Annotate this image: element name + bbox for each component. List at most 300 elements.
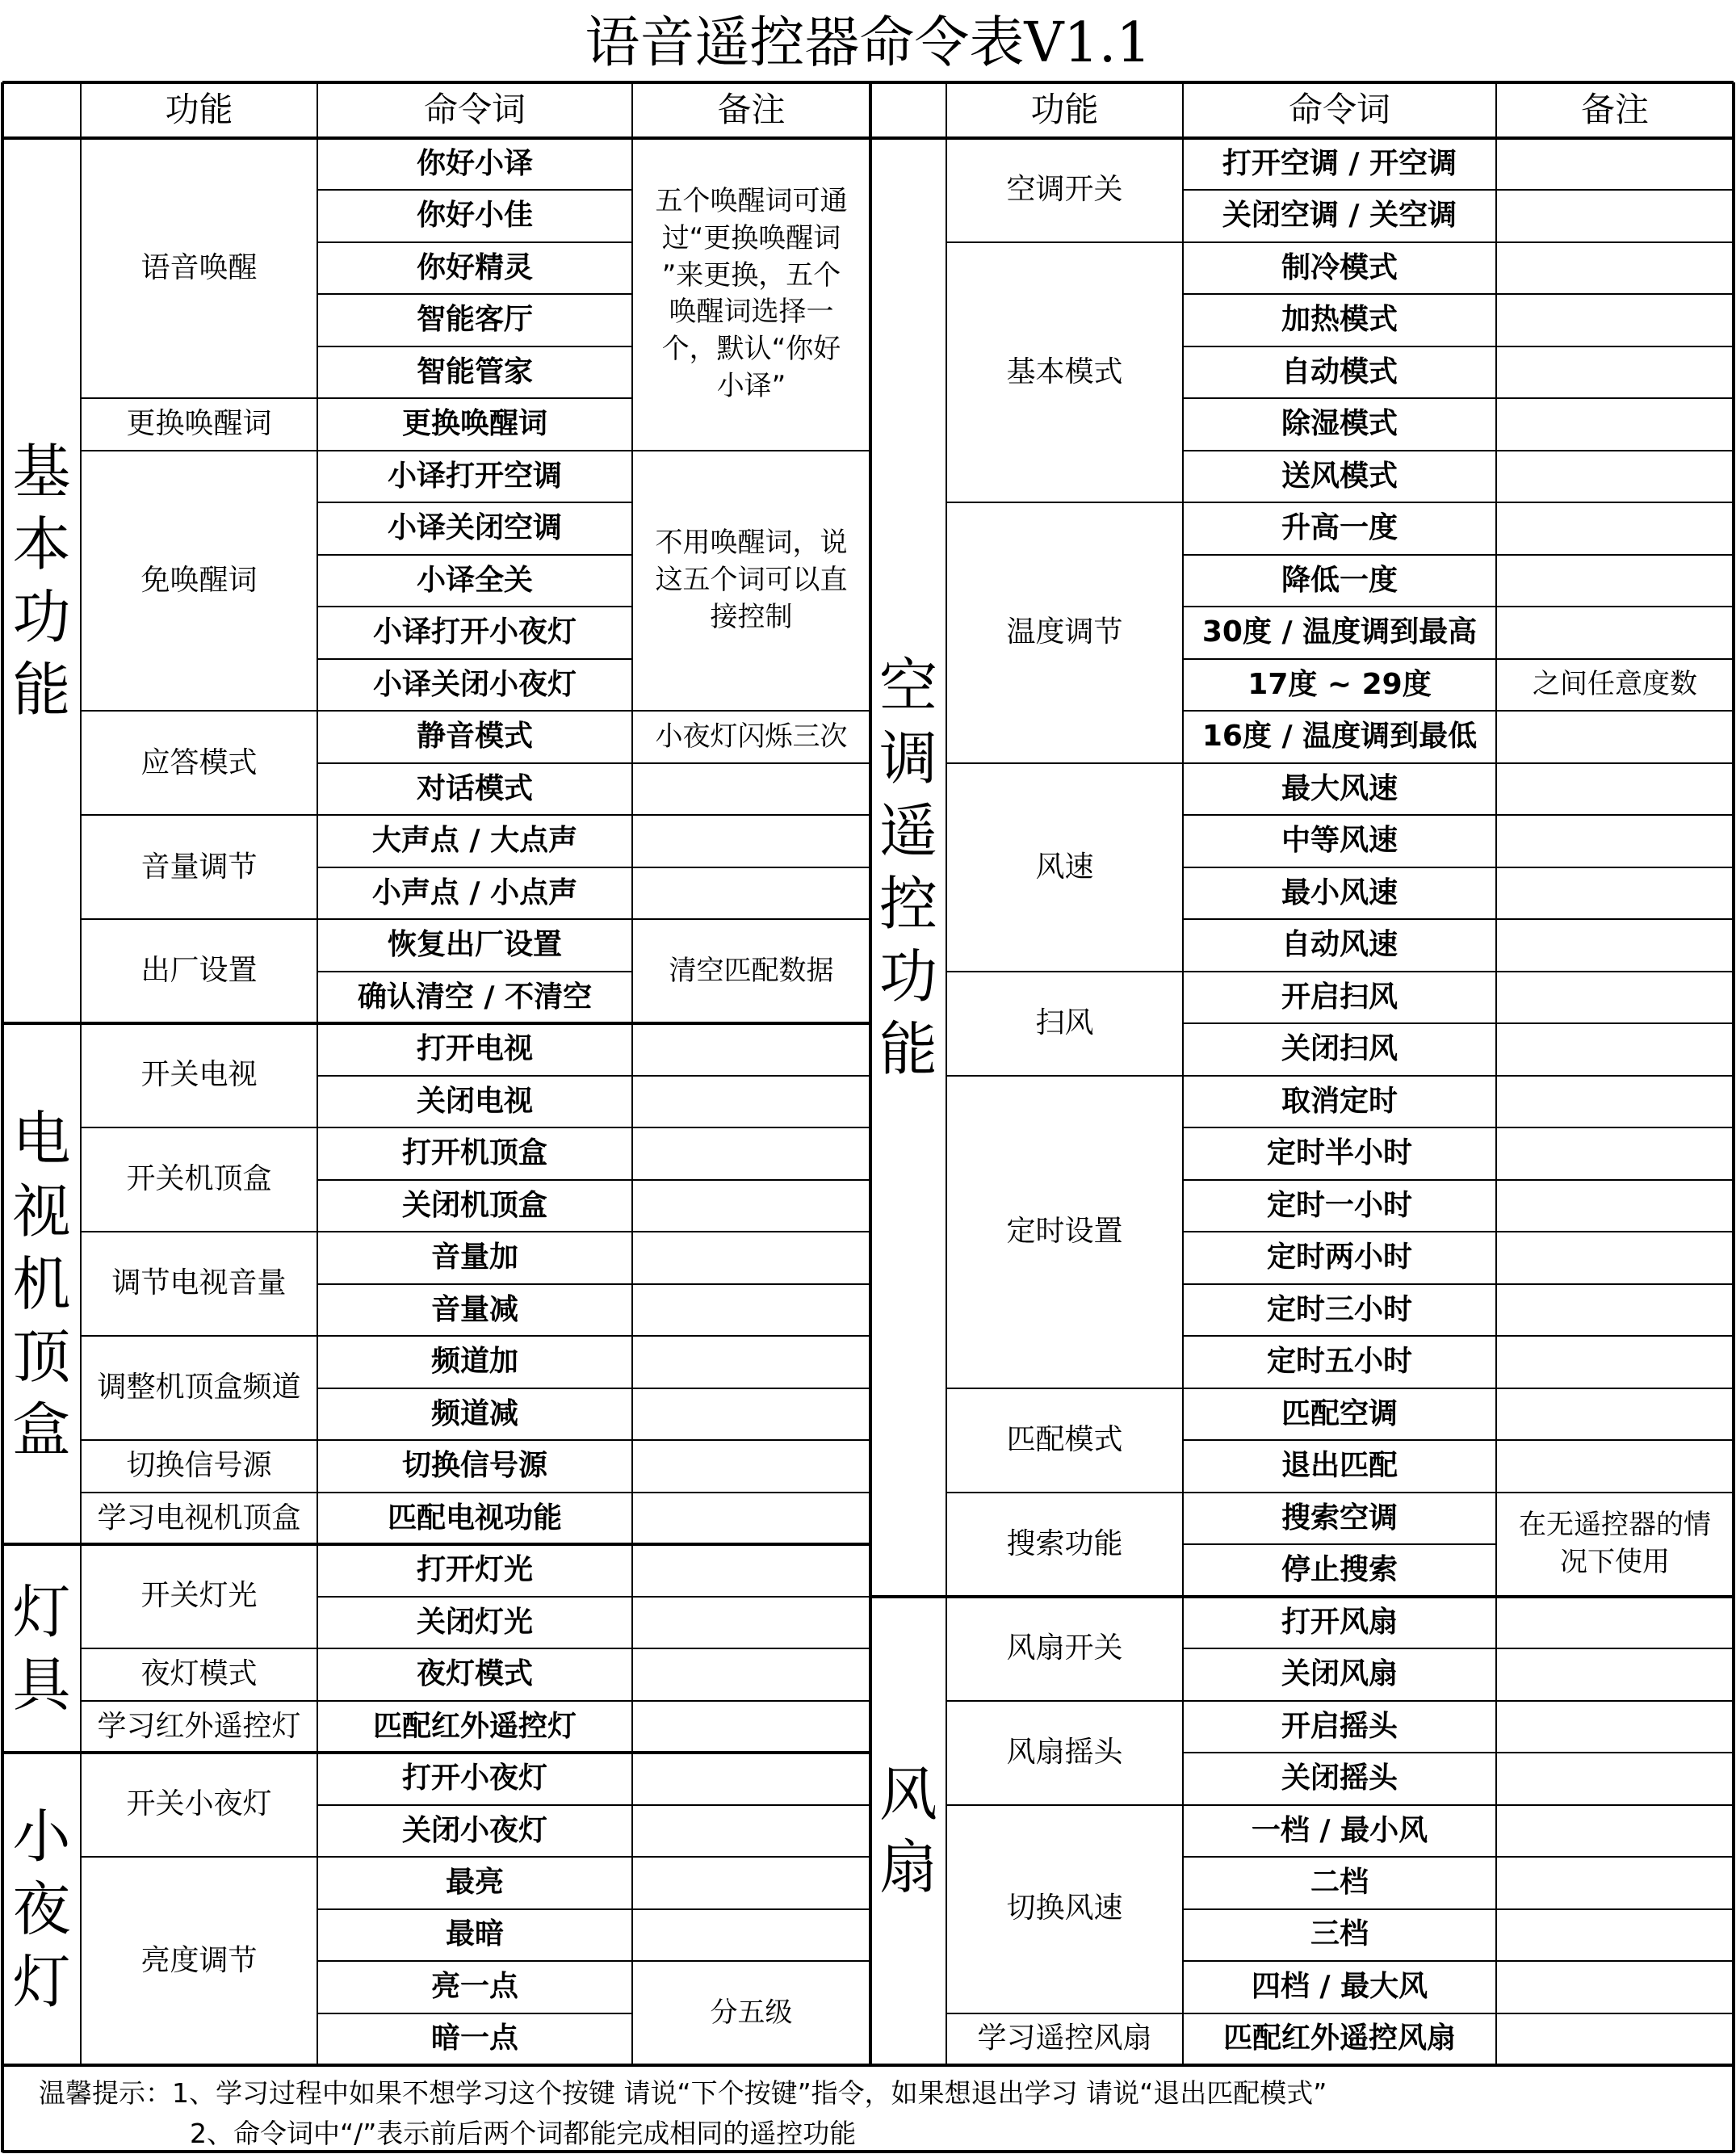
left-function-cell: 开关灯光	[140, 1579, 258, 1613]
grid-line	[632, 1492, 870, 1493]
grid-line	[1, 82, 4, 2065]
footer-tips	[0, 2066, 1736, 2152]
grid-line	[1183, 241, 1496, 243]
left-command-cell: 你好小译	[416, 146, 533, 180]
grid-line	[317, 82, 318, 2065]
left-command-cell: 匹配电视功能	[387, 1501, 562, 1535]
right-note-cell	[1496, 1961, 1734, 2013]
left-function-cell: 切换信号源	[126, 1449, 272, 1483]
grid-line	[1496, 1960, 1734, 1962]
grid-line	[632, 1856, 870, 1858]
grid-line	[81, 814, 317, 816]
grid-line	[1183, 1596, 1496, 1598]
grid-line	[632, 1908, 870, 1910]
left-command-cell: 静音模式	[416, 720, 533, 754]
right-note-cell	[1496, 2013, 1734, 2065]
grid-line	[1183, 1335, 1496, 1337]
grid-line	[946, 241, 1183, 243]
grid-line	[1496, 658, 1734, 660]
grid-line	[317, 1127, 632, 1128]
grid-line	[81, 1752, 317, 1753]
grid-line	[81, 1022, 317, 1024]
right-command-cell: 17度 ~ 29度	[1247, 667, 1432, 701]
left-note-cell	[632, 1127, 870, 1179]
right-command-cell: 开启摇头	[1281, 1709, 1398, 1743]
left-note-cell: 分五级	[710, 1996, 793, 2029]
right-command-cell: 16度 / 温度调到最低	[1201, 720, 1478, 754]
grid-line	[946, 971, 1183, 972]
left-function-cell: 亮度调节	[140, 1943, 258, 1977]
right-command-cell: 二档	[1310, 1865, 1369, 1899]
right-note-cell	[1496, 1232, 1734, 1283]
right-note-cell	[1496, 607, 1734, 658]
grid-line	[1496, 450, 1734, 451]
right-command-cell: 关闭风扇	[1281, 1657, 1398, 1691]
right-function-cell: 风扇开关	[1006, 1631, 1123, 1665]
grid-line	[632, 1179, 870, 1181]
grid-line	[1496, 346, 1734, 347]
grid-line	[1183, 606, 1496, 607]
grid-line	[1183, 1960, 1496, 1962]
left-note-cell	[632, 1648, 870, 1700]
left-header-note: 备注	[717, 90, 786, 130]
grid-line	[1496, 814, 1734, 816]
category-label: 风 扇	[878, 1760, 937, 1901]
left-note-cell	[632, 1544, 870, 1596]
grid-line	[632, 867, 870, 868]
grid-line	[317, 293, 632, 295]
right-function-cell: 扫风	[1035, 1006, 1094, 1039]
grid-line	[317, 1960, 632, 1962]
right-command-cell: 三档	[1310, 1917, 1369, 1951]
right-note-cell	[1496, 138, 1734, 190]
grid-line	[2, 81, 1734, 84]
left-function-cell: 调整机顶盒频道	[97, 1371, 301, 1405]
right-note-cell	[1496, 555, 1734, 607]
right-command-cell: 升高一度	[1281, 511, 1398, 545]
right-category	[870, 1597, 946, 2065]
right-function-cell: 切换风速	[1006, 1892, 1123, 1925]
right-command-cell: 定时三小时	[1266, 1292, 1412, 1326]
right-note-cell	[1496, 711, 1734, 762]
grid-line	[1496, 1596, 1734, 1598]
footer-tip-1: 温馨提示：1、学习过程中如果不想学习这个按键 请说“下个按键”指令，如果想退出学习 请说“退出匹配模式”	[39, 2077, 1327, 2109]
grid-line	[946, 1596, 1183, 1598]
grid-line	[632, 1752, 870, 1753]
right-note-cell	[1496, 1388, 1734, 1440]
grid-line	[1183, 1492, 1496, 1493]
grid-line	[317, 189, 632, 191]
grid-line	[632, 918, 870, 920]
grid-line	[81, 397, 317, 399]
grid-line	[946, 502, 1183, 503]
right-command-cell: 关闭扫风	[1281, 1032, 1398, 1066]
left-note-cell: 清空匹配数据	[669, 954, 834, 987]
grid-line	[317, 1856, 632, 1858]
left-command-cell: 夜灯模式	[416, 1657, 533, 1691]
right-command-cell: 自动模式	[1281, 355, 1398, 388]
grid-line	[1496, 1804, 1734, 1806]
grid-line	[317, 1752, 632, 1753]
right-category	[870, 138, 946, 1597]
right-function-cell: 匹配模式	[1006, 1422, 1123, 1456]
right-command-cell: 30度 / 温度调到最高	[1201, 615, 1478, 649]
left-command-cell: 关闭机顶盒	[401, 1188, 547, 1222]
grid-line	[1183, 1022, 1496, 1024]
right-note-cell	[1496, 294, 1734, 346]
left-note-cell	[632, 1493, 870, 1544]
grid-line	[317, 1075, 632, 1077]
grid-line	[1496, 397, 1734, 399]
category-label: 电 视 机 顶 盒	[12, 1104, 71, 1463]
right-note-cell	[1496, 346, 1734, 398]
right-note-cell	[1496, 1857, 1734, 1908]
right-header-command: 命令词	[1288, 90, 1390, 130]
grid-line	[1496, 554, 1734, 556]
grid-line	[1496, 867, 1734, 868]
left-note-cell	[632, 1284, 870, 1336]
grid-line	[632, 1439, 870, 1441]
left-function-cell: 开关电视	[140, 1058, 258, 1092]
grid-line	[1496, 1022, 1734, 1024]
right-command-cell: 匹配红外遥控风扇	[1222, 2022, 1456, 2055]
grid-line	[1183, 1127, 1496, 1128]
right-command-cell: 最小风速	[1281, 875, 1398, 909]
left-command-cell: 对话模式	[416, 771, 533, 805]
left-note-cell	[632, 1805, 870, 1857]
right-note-cell: 之间任意度数	[1533, 668, 1697, 701]
grid-line	[317, 606, 632, 607]
left-function-cell: 开关机顶盒	[126, 1162, 272, 1196]
left-function-cell: 音量调节	[140, 850, 258, 884]
left-category	[2, 1023, 81, 1544]
left-note-cell	[632, 1232, 870, 1283]
left-command-cell: 打开小夜灯	[401, 1761, 547, 1795]
left-command-cell: 音量加	[430, 1241, 518, 1274]
grid-line	[317, 2013, 632, 2014]
grid-line	[1495, 82, 1497, 2065]
grid-line	[1496, 1335, 1734, 1337]
left-command-cell: 关闭小夜灯	[401, 1813, 547, 1847]
grid-line	[1496, 710, 1734, 712]
grid-line	[80, 82, 82, 2065]
left-function-cell: 更换唤醒词	[126, 407, 272, 441]
grid-line	[1183, 189, 1496, 191]
left-category	[2, 1753, 81, 2065]
grid-line	[81, 1700, 317, 1702]
left-note-cell: 不用唤醒词，说 这五个词可以直 接控制	[655, 527, 848, 634]
left-function-cell: 应答模式	[140, 745, 258, 779]
grid-line	[2, 136, 1734, 140]
grid-line	[632, 1127, 870, 1128]
left-function-cell: 语音唤醒	[140, 250, 258, 284]
grid-line	[317, 1908, 632, 1910]
grid-line	[946, 1075, 1183, 1077]
right-note-cell	[1496, 1805, 1734, 1857]
left-command-cell: 小声点 / 小点声	[371, 875, 578, 909]
category-label: 灯 具	[12, 1578, 71, 1719]
grid-line	[1183, 1231, 1496, 1232]
grid-line	[317, 1700, 632, 1702]
grid-line	[1496, 1439, 1734, 1441]
left-note-cell: 小夜灯闪烁三次	[655, 720, 848, 753]
right-function-cell: 温度调节	[1006, 615, 1123, 649]
right-note-cell	[1496, 502, 1734, 554]
grid-line	[1183, 397, 1496, 399]
left-note-cell	[632, 1753, 870, 1804]
grid-line	[317, 710, 632, 712]
grid-line	[1183, 710, 1496, 712]
left-command-cell: 小译关闭小夜灯	[372, 667, 577, 701]
grid-line	[1183, 1804, 1496, 1806]
right-command-cell: 关闭空调 / 关空调	[1222, 199, 1457, 233]
grid-line	[317, 1596, 632, 1598]
right-command-cell: 开启扫风	[1281, 980, 1398, 1014]
right-command-cell: 制冷模式	[1281, 250, 1398, 284]
grid-line	[1182, 82, 1184, 2065]
grid-line	[632, 1075, 870, 1077]
grid-line	[81, 1492, 317, 1493]
grid-line	[317, 1543, 632, 1545]
grid-line	[632, 1231, 870, 1232]
grid-line	[1183, 1388, 1496, 1389]
left-note-cell	[632, 1180, 870, 1232]
grid-line	[1183, 918, 1496, 920]
right-header-function: 功能	[1030, 90, 1099, 130]
grid-line	[317, 814, 632, 816]
grid-line	[1496, 1283, 1734, 1285]
right-command-cell: 加热模式	[1281, 303, 1398, 337]
right-note-cell	[1496, 972, 1734, 1023]
grid-line	[869, 82, 872, 2065]
grid-line	[1183, 554, 1496, 556]
grid-line	[1496, 1127, 1734, 1128]
grid-line	[1183, 762, 1496, 764]
right-note-cell	[1496, 190, 1734, 241]
grid-line	[317, 971, 632, 972]
right-command-cell: 定时两小时	[1266, 1241, 1412, 1274]
left-command-cell: 暗一点	[430, 2022, 518, 2055]
grid-line	[317, 1804, 632, 1806]
grid-line	[1183, 346, 1496, 347]
left-function-cell: 学习红外遥控灯	[97, 1709, 301, 1743]
right-note-cell	[1496, 451, 1734, 502]
grid-line	[317, 658, 632, 660]
grid-line	[1183, 1856, 1496, 1858]
left-command-cell: 频道加	[430, 1345, 518, 1379]
left-command-cell: 确认清空 / 不清空	[357, 980, 593, 1014]
right-note-cell	[1496, 1076, 1734, 1127]
grid-line	[1496, 1179, 1734, 1181]
right-function-cell: 风扇摇头	[1006, 1735, 1123, 1769]
right-note-cell	[1496, 763, 1734, 815]
grid-line	[1496, 1492, 1734, 1493]
grid-line	[1496, 189, 1734, 191]
grid-line	[632, 1960, 870, 1962]
right-note-cell	[1496, 1336, 1734, 1388]
left-command-cell: 打开机顶盒	[401, 1136, 547, 1170]
grid-line	[317, 346, 632, 347]
grid-line	[1496, 241, 1734, 243]
category-label: 基 本 功 能	[12, 438, 71, 724]
grid-line	[317, 1335, 632, 1337]
left-command-cell: 大声点 / 大点声	[371, 824, 578, 858]
left-command-cell: 打开电视	[416, 1032, 533, 1066]
right-note-cell	[1496, 1284, 1734, 1336]
grid-line	[632, 1700, 870, 1702]
right-command-cell: 一档 / 最小风	[1251, 1813, 1428, 1847]
left-command-cell: 智能管家	[416, 355, 533, 388]
grid-line	[632, 710, 870, 712]
left-command-cell: 更换唤醒词	[401, 407, 547, 441]
left-note-cell	[632, 1909, 870, 1961]
grid-line	[1496, 2013, 1734, 2014]
grid-line	[81, 1439, 317, 1441]
grid-line	[1183, 293, 1496, 295]
grid-line	[632, 1335, 870, 1337]
grid-line	[1496, 762, 1734, 764]
left-command-cell: 你好小佳	[416, 199, 533, 233]
grid-line	[1496, 502, 1734, 503]
grid-line	[1183, 1752, 1496, 1753]
right-command-cell: 匹配空调	[1281, 1396, 1398, 1430]
right-command-cell: 定时半小时	[1266, 1136, 1412, 1170]
grid-line	[1496, 1075, 1734, 1077]
grid-line	[81, 1335, 317, 1337]
footer-tip-2: 2、命令词中“/”表示前后两个词都能完成相同的遥控功能	[190, 2118, 857, 2149]
right-note-cell	[1496, 1648, 1734, 1700]
left-command-cell: 小译关闭空调	[387, 511, 562, 545]
left-function-cell: 夜灯模式	[140, 1657, 258, 1691]
grid-line	[1183, 1700, 1496, 1702]
grid-line	[946, 82, 947, 2065]
grid-line	[1183, 1439, 1496, 1441]
right-function-cell: 风速	[1035, 850, 1094, 884]
grid-line	[632, 1596, 870, 1598]
right-note-cell	[1496, 919, 1734, 971]
left-command-cell: 亮一点	[430, 1969, 518, 2003]
right-note-cell	[1496, 1127, 1734, 1179]
left-note-cell	[632, 1857, 870, 1908]
right-command-cell: 最大风速	[1281, 771, 1398, 805]
left-function-cell: 学习电视机顶盒	[97, 1501, 301, 1535]
grid-line	[1183, 1179, 1496, 1181]
grid-line	[946, 1492, 1183, 1493]
left-note-cell	[632, 1440, 870, 1492]
right-command-cell: 打开风扇	[1281, 1605, 1398, 1639]
grid-line	[946, 762, 1183, 764]
grid-line	[81, 1543, 317, 1545]
right-note-cell	[1496, 1440, 1734, 1492]
grid-line	[946, 1700, 1183, 1702]
grid-line	[317, 762, 632, 764]
grid-line	[1183, 1908, 1496, 1910]
grid-line	[1496, 293, 1734, 295]
grid-line	[81, 1856, 317, 1858]
right-command-cell: 定时一小时	[1266, 1188, 1412, 1222]
grid-line	[1496, 971, 1734, 972]
left-command-cell: 匹配红外遥控灯	[372, 1709, 577, 1743]
left-command-cell: 关闭灯光	[416, 1605, 533, 1639]
left-command-cell: 音量减	[430, 1292, 518, 1326]
right-function-cell: 基本模式	[1006, 355, 1123, 388]
grid-line	[317, 867, 632, 868]
right-command-cell: 降低一度	[1281, 563, 1398, 597]
grid-line	[1183, 1075, 1496, 1077]
grid-line	[317, 1022, 632, 1024]
left-category	[2, 138, 81, 1023]
left-note-cell	[632, 1023, 870, 1075]
grid-line	[317, 1439, 632, 1441]
grid-line	[946, 2013, 1183, 2014]
left-command-cell: 小译全关	[416, 563, 533, 597]
left-command-cell: 频道减	[430, 1396, 518, 1430]
grid-line	[1183, 1648, 1496, 1649]
left-command-cell: 最暗	[445, 1917, 504, 1951]
right-function-cell: 学习遥控风扇	[977, 2022, 1152, 2055]
grid-line	[1496, 1856, 1734, 1858]
right-command-cell: 关闭摇头	[1281, 1761, 1398, 1795]
grid-line	[632, 762, 870, 764]
grid-line	[1183, 450, 1496, 451]
left-note-cell	[632, 1076, 870, 1127]
grid-line	[81, 710, 317, 712]
category-label: 空 调 遥 控 功 能	[878, 651, 937, 1083]
left-note-cell	[632, 1388, 870, 1440]
grid-line	[632, 814, 870, 816]
left-command-cell: 关闭电视	[416, 1084, 533, 1118]
left-command-cell: 恢复出厂设置	[387, 928, 562, 962]
grid-line	[1496, 1648, 1734, 1649]
left-category	[2, 1544, 81, 1753]
grid-line	[1496, 1752, 1734, 1753]
grid-line	[1496, 1231, 1734, 1232]
grid-line	[317, 1283, 632, 1285]
right-command-cell: 四档 / 最大风	[1251, 1969, 1428, 2003]
grid-line	[632, 1388, 870, 1389]
grid-line	[1183, 1543, 1496, 1545]
grid-line	[632, 1543, 870, 1545]
grid-line	[1496, 606, 1734, 607]
grid-line	[1496, 1700, 1734, 1702]
right-function-cell: 空调开关	[1006, 173, 1123, 207]
left-command-cell: 智能客厅	[416, 303, 533, 337]
grid-line	[632, 1804, 870, 1806]
grid-line	[1183, 2013, 1496, 2014]
right-note-cell: 在无遥控器的情 况下使用	[1519, 1509, 1711, 1579]
left-note-cell	[632, 763, 870, 815]
left-command-cell: 小译打开小夜灯	[372, 615, 577, 649]
right-function-cell: 定时设置	[1006, 1214, 1123, 1248]
category-label: 小 夜 灯	[12, 1802, 71, 2016]
grid-line	[632, 1648, 870, 1649]
right-command-cell: 自动风速	[1281, 928, 1398, 962]
left-function-cell: 免唤醒词	[140, 563, 258, 597]
grid-line	[317, 1179, 632, 1181]
grid-line	[81, 918, 317, 920]
right-command-cell: 除湿模式	[1281, 407, 1398, 441]
grid-line	[1732, 82, 1735, 2065]
right-note-cell	[1496, 867, 1734, 919]
right-command-cell: 退出匹配	[1281, 1449, 1398, 1483]
grid-line	[1183, 658, 1496, 660]
grid-line	[632, 450, 870, 451]
right-command-cell: 打开空调 / 开空调	[1222, 146, 1457, 180]
grid-line	[1183, 867, 1496, 868]
right-note-cell	[1496, 1753, 1734, 1804]
grid-line	[317, 450, 632, 451]
right-command-cell: 送风模式	[1281, 459, 1398, 493]
